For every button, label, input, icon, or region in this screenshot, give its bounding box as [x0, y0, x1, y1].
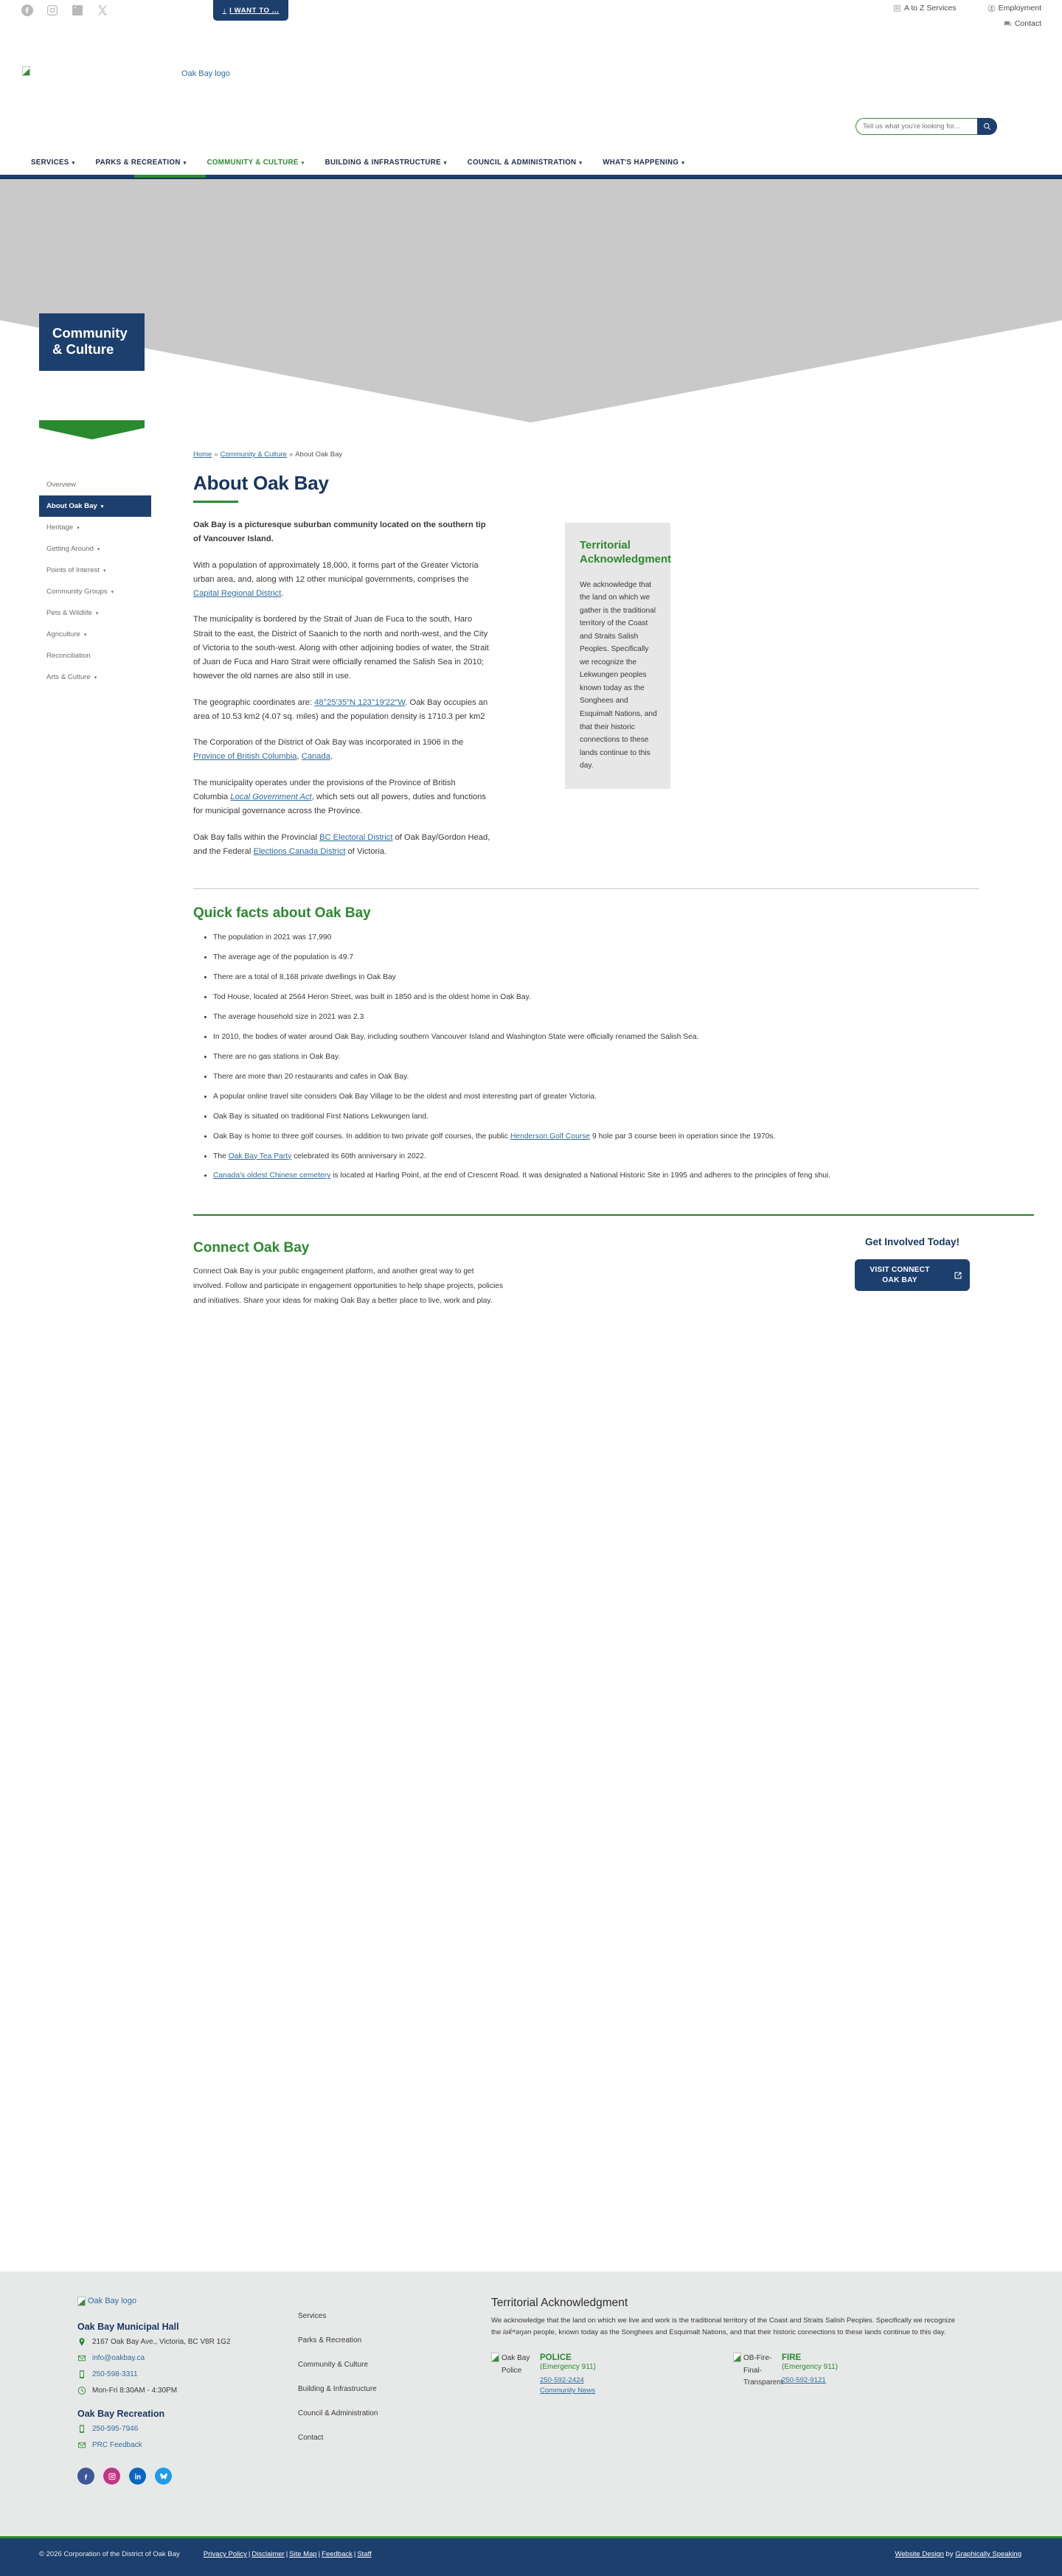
i-want-to-label: I WANT TO ... — [229, 6, 280, 15]
link-local-government-act[interactable]: Local Government Act — [230, 792, 312, 801]
footer-acknowledgment-column — [491, 2297, 993, 2397]
chevron-down-icon: ▾ — [111, 589, 114, 595]
list-item — [213, 1131, 979, 1143]
paragraph-text: of Oak Bay/Gordon Head, and the Federal — [193, 832, 490, 856]
police-logo-alt: Oak Bay Police — [502, 2354, 530, 2375]
link-henderson-golf-course[interactable]: Henderson Golf Course — [510, 1132, 591, 1141]
utility-link-label: Employment — [998, 4, 1041, 13]
facebook-icon[interactable] — [21, 4, 34, 17]
list-item: • The average household size in 2021 was 2.3 — [213, 1012, 979, 1023]
sidebar-item-label: Agriculture — [46, 630, 80, 638]
police-logo[interactable] — [491, 2353, 532, 2377]
breadcrumb-current: About Oak Bay — [295, 450, 343, 459]
article-paragraph-5 — [193, 776, 491, 819]
chevron-down-icon: ▾ — [95, 610, 99, 616]
list-item-text: celebrated its 60th anniversary in 2022. — [291, 1152, 426, 1160]
fire-label: FIRE — [782, 2353, 802, 2363]
nav-item-council-administration[interactable] — [457, 150, 592, 175]
connect-title: Connect Oak Bay — [193, 1240, 310, 1256]
list-item: • There are no gas stations in Oak Bay. — [213, 1051, 979, 1063]
police-community-news-link[interactable]: Community News — [540, 2387, 596, 2395]
list-item: • The population in 2021 was 17,990 — [213, 932, 979, 944]
chevron-down-icon: ▾ — [77, 525, 80, 531]
main-nav-list — [0, 150, 1062, 175]
list-item: • Oak Bay is situated on traditional First Nations Lekwungen land. — [213, 1111, 979, 1123]
breadcrumb-home[interactable]: Home — [193, 450, 212, 459]
nav-item-whats-happening[interactable] — [592, 150, 695, 175]
footer-emergency-fire — [733, 2353, 860, 2389]
footer-hours: Mon-Fri 8:30AM - 4:30PM — [92, 2387, 178, 2395]
paragraph-text: , — [296, 752, 302, 762]
link-canadas-oldest-chinese-cemetery[interactable]: Canada's oldest Chinese cemetery — [213, 1172, 331, 1180]
police-info — [540, 2353, 596, 2397]
article-paragraph-1 — [193, 559, 491, 602]
sidebar-item-about-oak-bay[interactable] — [39, 495, 151, 517]
acknowledgment-text: people, known today as the Songhees and Esquimalt Nations, and that their historic connections to these lands continue to this day. — [531, 2328, 946, 2336]
external-link-icon — [954, 1271, 962, 1280]
sidebar-item-label: Getting Around — [46, 545, 94, 553]
facebook-icon[interactable] — [77, 2468, 94, 2485]
link-oak-bay-tea-party[interactable]: Oak Bay Tea Party — [228, 1152, 292, 1160]
utility-link-label: A to Z Services — [904, 4, 957, 13]
list-item: • There are a total of 8,168 private dwellings in Oak Bay — [213, 972, 979, 984]
branding-row — [0, 46, 1062, 108]
footer-nav-building-infrastructure[interactable]: Building & Infrastructure — [298, 2385, 377, 2393]
nav-item-label: COUNCIL & ADMINISTRATION — [467, 159, 577, 167]
footer-nav-contact[interactable]: Contact — [298, 2434, 324, 2442]
sidebar-item-pets-wildlife[interactable] — [39, 602, 151, 624]
footer-prc-feedback-link[interactable]: PRC Feedback — [92, 2441, 142, 2449]
nav-item-parks-recreation[interactable] — [86, 150, 197, 175]
list-item: • There are more than 20 restaurants and cafes in Oak Bay. — [213, 1071, 979, 1083]
site-footer — [0, 2272, 1062, 2536]
link-staff[interactable]: Staff — [357, 2550, 372, 2558]
link-website-design[interactable]: Website Design — [895, 2550, 944, 2558]
footer-social-links — [77, 2468, 269, 2485]
paragraph-text: , which sets out all powers, duties and functions for municipal governance across the Province. — [193, 792, 486, 816]
paragraph-text: . Oak Bay occupies an area of 10.53 km2 (4.07 sq. miles) and the population density is 1710.3 per km2 — [193, 697, 488, 721]
title-underline — [193, 501, 238, 503]
paragraph-text: Oak Bay falls within the Provincial — [193, 832, 319, 842]
footer-acknowledgment-body — [491, 2315, 963, 2338]
link-graphically-speaking[interactable]: Graphically Speaking — [955, 2550, 1021, 2558]
utility-topbar — [0, 0, 1062, 46]
linkedin-icon[interactable] — [71, 4, 84, 17]
utility-links — [732, 0, 1041, 28]
sidebar-item-points-of-interest[interactable] — [39, 560, 151, 581]
sidebar-item-label: Arts & Culture — [46, 673, 91, 681]
bluesky-icon[interactable] — [155, 2468, 172, 2485]
list-item: • Tod House, located at 2564 Heron Street, was built in 1850 and is the oldest home in Oak Bay. — [213, 992, 979, 1003]
nav-item-building-infrastructure[interactable] — [315, 150, 457, 175]
footer-recreation-phone-row — [77, 2423, 269, 2435]
police-phone-link[interactable]: 250-592-2424 — [540, 2376, 584, 2385]
nav-item-services[interactable] — [21, 150, 86, 175]
footer-phone-row — [77, 2369, 269, 2381]
list-item — [213, 1170, 979, 1182]
sidebar-item-label: About Oak Bay — [46, 502, 97, 510]
nav-item-label: PARKS & RECREATION — [95, 159, 181, 167]
acknowledgment-text: We acknowledge that the land on which we live and work is the traditional territory of the Coast and Straits Salish Peoples. Specifically we recognize the — [491, 2316, 956, 2336]
utility-link-employment[interactable] — [988, 4, 1041, 13]
site-logo-left[interactable] — [22, 66, 32, 76]
broken-image-icon — [491, 2353, 499, 2362]
content-columns — [193, 518, 1019, 859]
nav-item-community-culture[interactable] — [197, 150, 315, 175]
list-item: • In 2010, the bodies of water around Oak Bay, including southern Vancouver Island and Washington State were officially renamed the Salish Sea. — [213, 1031, 979, 1043]
legal-links — [204, 2550, 372, 2558]
nav-item-label: BUILDING & INFRASTRUCTURE — [324, 159, 441, 167]
paragraph-text: . — [281, 589, 284, 599]
link-disclaimer[interactable]: Disclaimer — [251, 2550, 285, 2558]
footer-nav-community-culture[interactable]: Community & Culture — [298, 2361, 369, 2369]
article-paragraph-4 — [193, 736, 491, 765]
paragraph-text: of Victoria. — [345, 846, 387, 856]
sidebar-item-label: Pets & Wildlife — [46, 609, 92, 617]
main-navigation — [0, 150, 1062, 175]
footer-phone-link[interactable]: 250-598-3311 — [92, 2370, 138, 2378]
chevron-down-icon: ▾ — [443, 160, 447, 166]
main-content — [193, 450, 1019, 1308]
link-privacy-policy[interactable]: Privacy Policy — [203, 2550, 247, 2558]
connect-cta — [791, 1236, 1034, 1291]
paragraph-text: The municipality operates under the provisions of the Province of British Columbia — [193, 778, 456, 801]
bottom-bar — [0, 2536, 1062, 2576]
chevron-down-icon: ▾ — [97, 546, 100, 552]
sidebar-item-overview[interactable] — [39, 474, 151, 495]
footer-acknowledgment-title: Territorial Acknowledgment — [491, 2297, 628, 2309]
utility-link-contact[interactable] — [1004, 19, 1041, 28]
sidebar-item-label: Heritage — [46, 523, 74, 532]
chevron-down-icon: ▾ — [94, 675, 97, 680]
footer-hall-title: Oak Bay Municipal Hall — [77, 2322, 179, 2332]
clock-icon — [77, 2386, 86, 2395]
instagram-icon[interactable] — [46, 4, 59, 17]
link-elections-canada-district[interactable]: Elections Canada District — [253, 846, 346, 856]
map-pin-icon — [77, 2337, 86, 2347]
link-capital-regional-district[interactable]: Capital Regional District — [193, 589, 282, 599]
sidebar-item-arts-culture[interactable] — [39, 666, 151, 688]
sidebar-item-label: Community Groups — [46, 588, 108, 596]
chevron-down-icon: ▾ — [103, 568, 106, 574]
chevron-down-icon: ▾ — [681, 160, 685, 166]
sidebar-item-community-groups[interactable] — [39, 581, 151, 602]
breadcrumb-section[interactable]: Community & Culture — [220, 450, 287, 459]
nav-item-label: WHAT'S HAPPENING — [603, 159, 679, 167]
phone-icon — [77, 2370, 86, 2379]
person-badge-icon — [988, 4, 996, 13]
sidebar-item-heritage[interactable] — [39, 517, 151, 538]
article-paragraph-6 — [193, 831, 491, 860]
link-province-of-british-columbia[interactable]: Province of British Columbia — [193, 752, 297, 762]
footer-nav-council-administration[interactable]: Council & Administration — [298, 2409, 378, 2417]
sidebar-item-agriculture[interactable] — [39, 624, 151, 645]
list-item-text: 9 hole par 3 course been in operation since the 1970s. — [590, 1132, 776, 1141]
hero-image-placeholder — [0, 179, 1062, 422]
footer-email-row — [77, 2353, 269, 2364]
footer-nav-column — [298, 2304, 445, 2450]
footer-address: 2167 Oak Bay Ave., Victoria, BC V8R 1G2 — [92, 2338, 231, 2346]
paragraph-text: The Corporation of the District of Oak Bay was incorporated in 1906 in the — [193, 738, 464, 748]
article-paragraph-3 — [193, 696, 491, 725]
fire-info — [782, 2353, 838, 2387]
link-bc-electoral-district[interactable]: BC Electoral District — [319, 832, 393, 842]
list-item: • The average age of the population is 49.7 — [213, 952, 979, 964]
utility-link-label: Contact — [1014, 19, 1041, 28]
link-separator: | — [318, 2550, 321, 2558]
paragraph-text: . — [330, 752, 333, 762]
chevron-down-icon: ▾ — [72, 160, 75, 166]
chevron-down-icon: ▾ — [301, 160, 305, 166]
footer-nav-parks-recreation[interactable]: Parks & Recreation — [298, 2336, 362, 2344]
i-want-to-button[interactable] — [213, 0, 288, 21]
link-geographic-coordinates[interactable]: 48°25′35″N 123°19′22″W — [314, 697, 406, 707]
visit-connect-oak-bay-button[interactable] — [855, 1259, 970, 1291]
connect-body: Connect Oak Bay is your public engagement platform, and another great way to get involved. Follow and participate in engagement opportunities to help shape projects, policies and initiatives. Share your ideas for making Oak Bay a better place to live, work and play. — [193, 1267, 504, 1305]
link-separator: | — [248, 2550, 251, 2558]
sidebar-item-label: Points of Interest — [46, 566, 100, 574]
connect-oak-bay-section — [193, 1214, 1034, 1308]
fire-logo-alt: OB-Fire-Final-Transparent — [743, 2354, 783, 2387]
list-item-text: Oak Bay is home to three golf courses. In addition to two private golf courses, the public — [213, 1132, 510, 1141]
link-feedback[interactable]: Feedback — [322, 2550, 353, 2558]
article-lede: Oak Bay is a picturesque suburban community located on the southern tip of Vancouver Island. — [193, 521, 486, 544]
section-sidebar — [39, 474, 151, 688]
territorial-acknowledgment-title: Territorial Acknowledgment — [580, 539, 672, 565]
utility-link-a-to-z-services[interactable] — [893, 4, 957, 13]
quick-facts-title: Quick facts about Oak Bay — [193, 905, 371, 922]
nav-underline-bar — [0, 175, 1062, 178]
footer-recreation-title: Oak Bay Recreation — [77, 2409, 165, 2419]
broken-image-icon — [733, 2353, 741, 2362]
x-twitter-icon[interactable] — [96, 4, 109, 17]
envelope-icon — [77, 2440, 86, 2450]
visit-connect-oak-bay-label: VISIT CONNECT OAK BAY — [870, 1266, 930, 1284]
phone-icon — [77, 2424, 86, 2434]
envelope-icon — [77, 2353, 86, 2363]
search-submit-button[interactable] — [977, 118, 997, 135]
nav-item-label: COMMUNITY & CULTURE — [206, 159, 299, 167]
sidebar-item-reconciliation[interactable] — [39, 645, 151, 666]
footer-emergency-row — [491, 2353, 993, 2397]
site-logo-center[interactable] — [181, 69, 230, 79]
police-emergency-note: (Emergency 911) — [540, 2363, 596, 2372]
instagram-icon[interactable] — [103, 2468, 120, 2485]
bottom-bar-left — [39, 2550, 372, 2558]
list-item — [213, 1151, 979, 1163]
chat-icon — [1004, 20, 1012, 28]
quick-facts-list — [193, 932, 979, 1182]
site-logo-center-alt: Oak Bay logo — [181, 69, 231, 78]
nav-item-label: SERVICES — [31, 159, 69, 167]
search-input[interactable] — [856, 118, 977, 135]
police-label: POLICE — [540, 2353, 572, 2363]
bottom-bar-credit — [895, 2550, 1021, 2558]
territorial-acknowledgment-box — [565, 523, 670, 789]
footer-emergency-police — [491, 2353, 618, 2397]
page-shell — [0, 422, 1062, 2240]
search-row — [0, 108, 1062, 150]
sidebar-item-label: Overview — [46, 481, 76, 489]
footer-email-link[interactable]: info@oakbay.ca — [92, 2354, 145, 2362]
paragraph-text: The geographic coordinates are: — [193, 697, 315, 707]
search-icon — [983, 122, 991, 130]
hero-banner — [0, 179, 1062, 422]
list-item-text: is located at Harling Point, at the end of Crescent Road. It was designated a National Historic Site in 1995 and adheres to the principles of feng shui. — [330, 1172, 831, 1180]
fire-phone-link[interactable]: 250-592-9121 — [782, 2376, 826, 2385]
chevron-down-icon: ▾ — [579, 160, 583, 166]
fire-emergency-note: (Emergency 911) — [782, 2363, 838, 2372]
link-site-map[interactable]: Site Map — [289, 2550, 317, 2558]
paragraph-text: With a population of approximately 18,000, it forms part of the Greater Victoria urban area, and, along with 12 other municipal governments, comprises the — [193, 560, 479, 584]
chevron-down-icon: ▾ — [83, 632, 87, 638]
breadcrumb-separator: » — [214, 450, 218, 459]
footer-recreation-phone-link[interactable]: 250-595-7946 — [92, 2425, 139, 2433]
credit-text: by — [943, 2550, 956, 2558]
article-paragraph-2: The municipality is bordered by the Strait of Juan de Fuca to the south, Haro Strait to the east, the District of Saanich to the north and north-west, and the City of Victoria to the south-west. Along with other adjoining bodies of water, the Strait of Juan de Fuca and Haro Strait were officially renamed the Salish Sea in 2010; however the old names are also still in use. — [193, 615, 489, 681]
social-links-top — [21, 4, 109, 17]
sidebar-item-label: Reconciliation — [46, 652, 91, 660]
page-title: About Oak Bay — [193, 472, 329, 494]
footer-logo[interactable] — [77, 2297, 136, 2306]
quick-facts-section — [193, 888, 979, 1182]
list-item: • A popular online travel site considers Oak Bay Village to be the oldest and most interesting part of greater Victoria. — [213, 1091, 979, 1103]
list-icon — [893, 4, 901, 13]
territorial-acknowledgment-body: We acknowledge that the land on which we gather is the traditional territory of the Coast and Straits Salish Peoples. Specifically we recognize the Lekwungen peoples known today as the Songhees and Esquimalt Nations, and that their historic connections to these lands continue to this day. — [580, 580, 657, 770]
list-item-text: The — [213, 1152, 229, 1160]
copyright-text: © 2026 Corporation of the District of Oak Bay — [39, 2550, 180, 2558]
footer-address-row — [77, 2336, 269, 2348]
link-separator: | — [285, 2550, 288, 2558]
linkedin-icon[interactable] — [129, 2468, 146, 2485]
site-search — [856, 118, 997, 135]
link-canada[interactable]: Canada — [301, 752, 330, 762]
chevron-down-icon: ▾ — [183, 160, 187, 166]
broken-image-icon — [22, 66, 30, 76]
nav-active-indicator — [134, 175, 206, 178]
down-arrow-icon: ↓ — [222, 6, 227, 15]
footer-inner — [0, 2297, 1062, 2514]
link-separator: | — [353, 2550, 356, 2558]
footer-hours-row — [77, 2385, 269, 2397]
footer-logo-alt: Oak Bay logo — [88, 2297, 137, 2305]
hero-section-title: Community & Culture — [39, 313, 145, 371]
article-body — [193, 518, 491, 859]
broken-image-icon — [77, 2297, 86, 2306]
breadcrumb-separator: » — [288, 450, 294, 459]
chevron-down-icon: ▾ — [100, 504, 104, 509]
footer-prc-feedback-row — [77, 2440, 269, 2451]
breadcrumb — [193, 450, 1019, 459]
sidebar-item-getting-around[interactable] — [39, 538, 151, 560]
acknowledgment-lekwungen-term: lək̓ʷəŋən — [503, 2328, 532, 2336]
fire-logo[interactable] — [733, 2353, 783, 2389]
footer-nav-services[interactable]: Services — [298, 2312, 327, 2320]
connect-cta-heading: Get Involved Today! — [864, 1236, 960, 1248]
